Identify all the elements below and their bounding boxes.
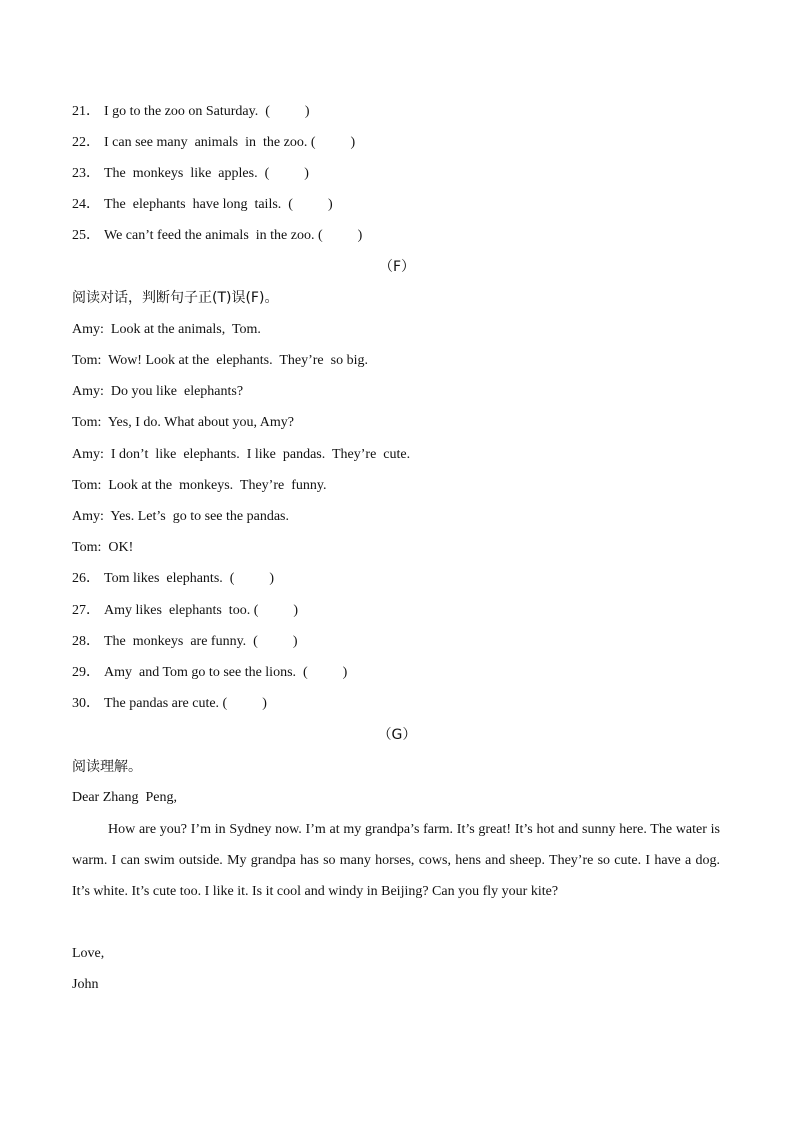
dialogue-line: Amy: Yes. Let’s go to see the pandas. xyxy=(72,509,289,524)
question-number: 25． xyxy=(72,228,100,243)
question-text: The monkeys like apples. ( ) xyxy=(104,166,309,181)
question-29 xyxy=(72,664,347,682)
question-text: Tom likes elephants. ( ) xyxy=(104,571,275,586)
question-text: I go to the zoo on Saturday. ( ) xyxy=(104,104,310,119)
question-text: Amy and Tom go to see the lions. ( ) xyxy=(104,665,348,680)
question-21 xyxy=(72,103,310,121)
dialogue-line: Amy: Do you like elephants? xyxy=(72,384,244,399)
question-number: 26． xyxy=(72,571,100,586)
question-number: 27． xyxy=(72,603,100,618)
question-28 xyxy=(72,633,297,651)
dialogue-line: Tom: Wow! Look at the elephants. They’re so big. xyxy=(72,353,368,368)
section-f-instruction: 阅读对话，判断句子正(T)误(F)。 xyxy=(72,290,279,306)
dialogue-line: Tom: OK! xyxy=(72,540,134,555)
section-f-label: （F） xyxy=(378,259,416,275)
dialogue-line: Tom: Look at the monkeys. They’re funny. xyxy=(72,478,327,493)
question-25 xyxy=(72,227,362,245)
question-number: 29． xyxy=(72,665,100,680)
question-26 xyxy=(72,570,274,588)
dialogue-line: Tom: Yes, I do. What about you, Amy? xyxy=(72,415,294,430)
question-number: 23． xyxy=(72,166,100,181)
question-text: Amy likes elephants too. ( ) xyxy=(104,603,299,618)
question-27 xyxy=(72,602,298,620)
letter-signature: John xyxy=(72,977,99,992)
question-number: 30． xyxy=(72,696,100,711)
question-number: 28． xyxy=(72,634,100,649)
section-g-label: （G） xyxy=(377,727,417,743)
question-22 xyxy=(72,134,355,152)
question-23 xyxy=(72,165,309,183)
question-text: The pandas are cute. ( ) xyxy=(104,696,267,711)
letter-body: How are you? I’m in Sydney now. I’m at my grandpa’s farm. It’s great! It’s hot and sunny here. The water is warm. I can swim outside. My grandpa has so many horses, cows, hens and sheep. They’re so cute. I have a dog. It’s white. It’s cute too. I like it. Is it cool and windy in Beijing? Can you fly your kite? xyxy=(72,822,720,899)
dialogue-line: Amy: Look at the animals, Tom. xyxy=(72,322,261,337)
question-number: 22． xyxy=(72,135,100,150)
question-text: The monkeys are funny. ( ) xyxy=(104,634,298,649)
letter-salutation: Dear Zhang Peng, xyxy=(72,790,177,805)
section-g-instruction: 阅读理解。 xyxy=(72,759,142,775)
question-text: I can see many animals in the zoo. ( ) xyxy=(104,135,356,150)
question-30 xyxy=(72,695,267,713)
question-number: 21． xyxy=(72,104,100,119)
question-text: The elephants have long tails. ( ) xyxy=(104,197,333,212)
question-text: We can’t feed the animals in the zoo. ( ) xyxy=(104,228,363,243)
question-24 xyxy=(72,196,333,214)
dialogue-line: Amy: I don’t like elephants. I like pandas. They’re cute. xyxy=(72,447,411,462)
question-number: 24． xyxy=(72,197,100,212)
letter-closing: Love, xyxy=(72,946,105,961)
